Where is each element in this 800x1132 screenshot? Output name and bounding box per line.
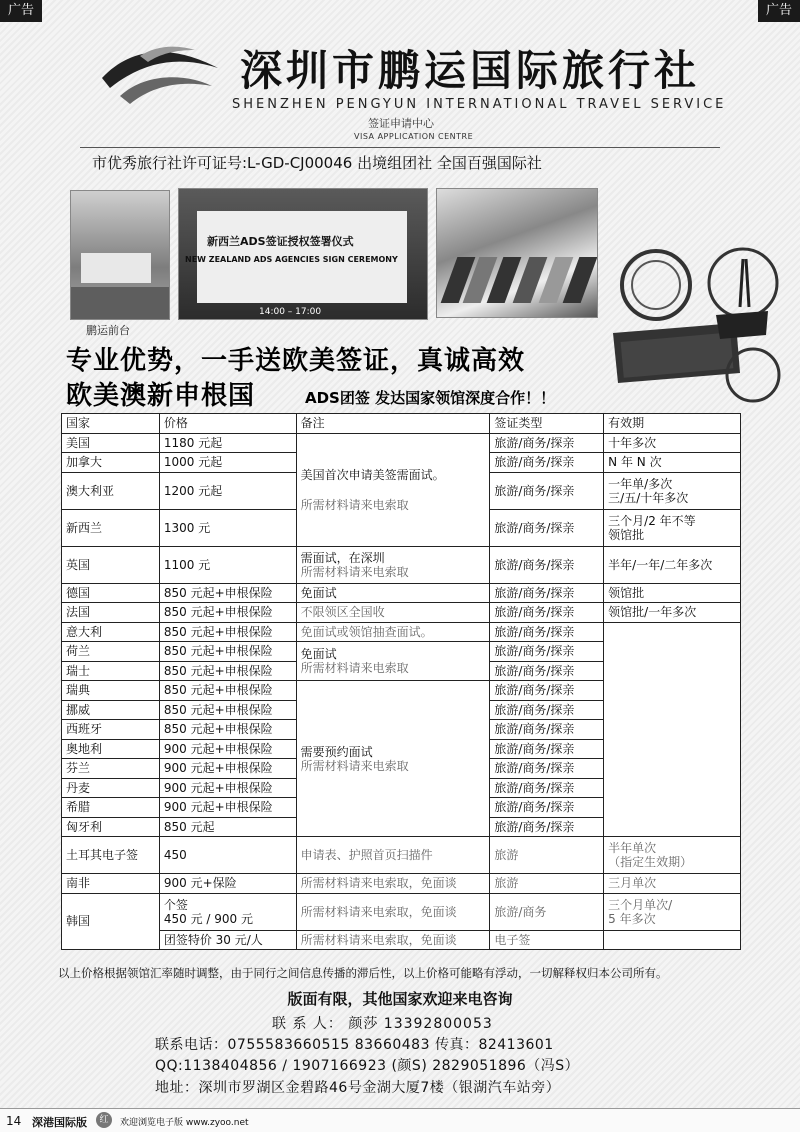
price-cell: 900 元起+申根保险 <box>159 759 296 779</box>
country-cell: 意大利 <box>62 622 160 642</box>
note-materials: 所需材料请来电索取 <box>300 904 409 919</box>
price-cell: 1180 元起 <box>159 433 296 453</box>
korea-single-label: 个签 <box>163 897 188 912</box>
note-materials: 所需材料请来电索取 <box>300 497 409 512</box>
price-cell: 850 元起+申根保险 <box>159 583 296 603</box>
country-cell: 瑞典 <box>62 681 160 701</box>
note-cell <box>296 874 490 894</box>
contact-person: 联 系 人： 颜莎 13392800053 <box>272 1016 493 1032</box>
price-cell <box>159 893 296 930</box>
validity-line-2: 领馆批 <box>608 527 645 542</box>
limited-space-notice: 版面有限，其他国家欢迎来电咨询 <box>287 990 513 1008</box>
ad-label-left: 广告 <box>0 0 42 22</box>
note-cell-north-america <box>296 433 490 546</box>
contact-qq: QQ:1138404856 / 1907166923 (颜S) 2829051896（冯S） <box>155 1058 580 1074</box>
header-country: 国家 <box>62 414 160 434</box>
note-materials: 所需材料请来电索取 <box>300 876 409 891</box>
price-cell: 900 元起+申根保险 <box>159 778 296 798</box>
price-cell: 900 元起+申根保险 <box>159 739 296 759</box>
headline-line-2: 欧美澳新申根国 <box>66 381 256 411</box>
price-cell: 850 元起+申根保险 <box>159 603 296 623</box>
note-no-interview: 免面试 <box>300 647 337 661</box>
country-cell: 澳大利亚 <box>62 472 160 509</box>
header-price: 价格 <box>159 414 296 434</box>
price-cell: 850 元起 <box>159 817 296 837</box>
headline-line-1: 专业优势，一手送欧美签证，真诚高效 <box>66 346 526 376</box>
edition-badge-icon: 红 <box>96 1112 112 1128</box>
validity-line-2: （指定生效期） <box>608 855 693 869</box>
country-cell: 奥地利 <box>62 739 160 759</box>
type-cell: 旅游/商务/探亲 <box>490 817 604 837</box>
ad-label-right: 广告 <box>758 0 800 22</box>
table-row <box>62 930 741 950</box>
country-cell: 丹麦 <box>62 778 160 798</box>
country-cell: 挪威 <box>62 700 160 720</box>
type-cell: 旅游/商务/探亲 <box>490 759 604 779</box>
validity-line-1: 三个月/2 年不等 <box>608 513 696 528</box>
type-cell: 旅游/商务/探亲 <box>490 778 604 798</box>
table-header-row <box>62 414 741 434</box>
company-name-cn: 深圳市鹏运国际旅行社 <box>240 46 701 95</box>
country-cell: 西班牙 <box>62 720 160 740</box>
note-waive: ，免面谈 <box>408 904 457 919</box>
license-line: 市优秀旅行社许可证号:L-GD-CJ00046 出境组团社 全国百强国际社 <box>92 154 542 172</box>
desk-caption: 鹏运前台 <box>86 324 130 337</box>
validity-cell: 半年/一年/二年多次 <box>604 546 741 583</box>
table-row <box>62 622 741 642</box>
company-logo-icon <box>100 38 220 108</box>
country-cell: 土耳其电子签 <box>62 837 160 874</box>
price-cell: 1200 元起 <box>159 472 296 509</box>
type-cell: 旅游/商务/探亲 <box>490 720 604 740</box>
validity-cell <box>604 472 741 509</box>
table-row <box>62 546 741 583</box>
table-row <box>62 837 741 874</box>
header-divider <box>80 147 720 148</box>
price-cell: 850 元起+申根保险 <box>159 681 296 701</box>
ceremony-title-cn: 新西兰ADS签证授权签署仪式 <box>207 235 354 248</box>
page-number: 14 <box>6 1114 22 1128</box>
website-link[interactable]: 欢迎浏览电子版 www.zyoo.net <box>120 1118 249 1128</box>
country-cell: 英国 <box>62 546 160 583</box>
header-validity: 有效期 <box>604 414 741 434</box>
validity-cell: 三月单次 <box>604 874 741 894</box>
headline-line-2-sub: ADS团签 发达国家领馆深度合作！！ <box>305 389 556 407</box>
validity-line-1: 一年单/多次 <box>608 476 673 491</box>
price-cell: 1000 元起 <box>159 453 296 473</box>
note-materials: 所需材料请来电索取 <box>300 661 409 675</box>
country-cell: 法国 <box>62 603 160 623</box>
type-cell: 旅游/商务/探亲 <box>490 642 604 662</box>
note-cell <box>296 546 490 583</box>
validity-line-1: 三个月单次/ <box>608 897 673 912</box>
country-cell: 新西兰 <box>62 509 160 546</box>
price-footnote: 以上价格根据领馆汇率随时调整，由于同行之间信息传播的滞后性，以上价格可能略有浮动，一切解释权归本公司所有。 <box>58 966 668 980</box>
country-cell: 匈牙利 <box>62 817 160 837</box>
type-cell: 旅游/商务/探亲 <box>490 622 604 642</box>
note-materials: 所需材料请来电索取 <box>300 758 409 773</box>
type-cell: 旅游/商务/探亲 <box>490 798 604 818</box>
country-cell: 希腊 <box>62 798 160 818</box>
note-cell: 免面试或领馆抽查面试。 <box>296 622 490 642</box>
ceremony-photo <box>178 188 428 320</box>
table-row <box>62 603 741 623</box>
note-us-interview: 美国首次申请美签需面试。 <box>300 467 445 482</box>
type-cell: 旅游/商务 <box>490 893 604 930</box>
note-appointment: 需要预约面试 <box>300 744 373 759</box>
korea-single-price: 450 元 / 900 元 <box>163 911 253 926</box>
type-cell: 旅游/商务/探亲 <box>490 546 604 583</box>
price-cell: 团签特价 30 元/人 <box>159 930 296 950</box>
country-cell: 美国 <box>62 433 160 453</box>
type-cell: 旅游/商务/探亲 <box>490 472 604 509</box>
visa-center-cn: 签证申请中心 <box>368 117 434 130</box>
validity-cell <box>604 509 741 546</box>
price-cell: 850 元起+申根保险 <box>159 622 296 642</box>
type-cell: 旅游/商务/探亲 <box>490 509 604 546</box>
note-waive: ，免面谈 <box>408 876 457 891</box>
note-cell: 不限领区全国收 <box>296 603 490 623</box>
type-cell: 旅游/商务/探亲 <box>490 681 604 701</box>
validity-line-2: 5 年多次 <box>608 911 656 926</box>
price-cell: 450 <box>159 837 296 874</box>
edition-name: 深港国际版 <box>32 1116 87 1129</box>
note-cell <box>296 642 490 681</box>
validity-line-2: 三/五/十年多次 <box>608 490 689 505</box>
price-cell: 1100 元 <box>159 546 296 583</box>
type-cell: 旅游/商务/探亲 <box>490 739 604 759</box>
price-cell: 850 元起+申根保险 <box>159 661 296 681</box>
company-name-en: SHENZHEN PENGYUN INTERNATIONAL TRAVEL SERVICE <box>232 97 727 112</box>
table-row <box>62 583 741 603</box>
validity-cell <box>604 893 741 930</box>
note-cell <box>296 930 490 950</box>
header-visa-type: 签证类型 <box>490 414 604 434</box>
note-cell-appointment <box>296 681 490 837</box>
type-cell: 旅游/商务/探亲 <box>490 603 604 623</box>
price-cell: 900 元+保险 <box>159 874 296 894</box>
country-cell: 南非 <box>62 874 160 894</box>
price-cell: 900 元起+申根保险 <box>159 798 296 818</box>
note-cell: 免面试 <box>296 583 490 603</box>
validity-cell: 领馆批 <box>604 583 741 603</box>
type-cell: 旅游 <box>490 874 604 894</box>
price-cell: 850 元起+申根保险 <box>159 700 296 720</box>
country-cell: 瑞士 <box>62 661 160 681</box>
validity-cell <box>604 930 741 950</box>
country-cell: 荷兰 <box>62 642 160 662</box>
country-cell: 芬兰 <box>62 759 160 779</box>
table-row <box>62 893 741 930</box>
flags-photo <box>436 188 598 318</box>
country-cell: 德国 <box>62 583 160 603</box>
price-cell: 1300 元 <box>159 509 296 546</box>
passport-stamps-icon <box>608 245 783 410</box>
validity-cell: 领馆批/一年多次 <box>604 603 741 623</box>
type-cell: 电子签 <box>490 930 604 950</box>
validity-cell: N 年 N 次 <box>604 453 741 473</box>
contact-phones: 联系电话：0755583660515 83660483 传真：82413601 <box>155 1037 554 1053</box>
validity-cell: 十年多次 <box>604 433 741 453</box>
type-cell: 旅游/商务/探亲 <box>490 700 604 720</box>
type-cell: 旅游/商务/探亲 <box>490 661 604 681</box>
note-waive: ，免面谈 <box>408 932 457 947</box>
table-row <box>62 433 741 453</box>
type-cell: 旅游/商务/探亲 <box>490 583 604 603</box>
note-materials: 所需材料请来电索取 <box>300 932 409 947</box>
ceremony-title-en: NEW ZEALAND ADS AGENCIES SIGN CEREMONY <box>185 255 398 264</box>
page-footer <box>0 1108 800 1132</box>
type-cell: 旅游 <box>490 837 604 874</box>
table-row <box>62 874 741 894</box>
price-cell: 850 元起+申根保险 <box>159 720 296 740</box>
country-cell: 加拿大 <box>62 453 160 473</box>
reception-desk-photo <box>70 190 170 320</box>
header-note: 备注 <box>296 414 490 434</box>
validity-line-1: 半年单次 <box>608 841 657 855</box>
visa-center-en: VISA APPLICATION CENTRE <box>354 132 474 141</box>
note-materials: 所需材料请来电索取 <box>300 564 409 579</box>
price-cell: 850 元起+申根保险 <box>159 642 296 662</box>
validity-cell <box>604 837 741 874</box>
note-cell: 申请表、护照首页扫描件 <box>296 837 490 874</box>
validity-cell <box>604 622 741 837</box>
type-cell: 旅游/商务/探亲 <box>490 433 604 453</box>
visa-price-table <box>61 413 741 950</box>
note-uk-interview: 需面试，在深圳 <box>300 550 385 565</box>
type-cell: 旅游/商务/探亲 <box>490 453 604 473</box>
note-cell <box>296 893 490 930</box>
ceremony-time: 14:00 – 17:00 <box>259 307 322 317</box>
country-cell: 韩国 <box>62 893 160 950</box>
contact-address: 地址：深圳市罗湖区金碧路46号金湖大厦7楼（银湖汽车站旁） <box>155 1080 561 1096</box>
